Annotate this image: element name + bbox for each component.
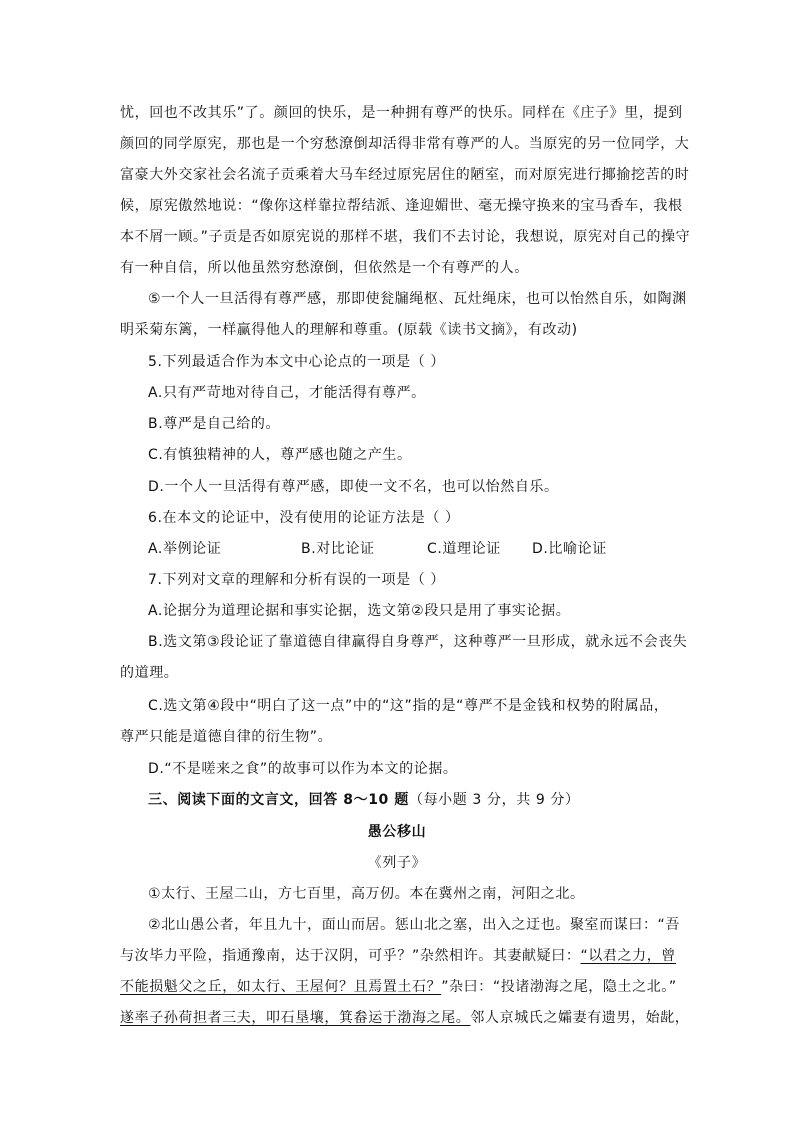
question-7-option-b-cont: 的道理。 (120, 665, 179, 681)
classical-paragraph-2-line (120, 1008, 690, 1028)
question-7-option-c: C.选文第④段中“明白了这一点”中的“这”指的是“尊严不是金钱和权势的附属品， (148, 698, 669, 714)
passage-line: 忧，回也不改其乐”了。颜回的快乐，是一种拥有尊严的快乐。同样在《庄子》里，提到 (120, 105, 683, 121)
underlined-text: 不能损魁父之丘，如太行、王屋何？且焉置土石？ (120, 979, 442, 995)
passage-paragraph-5-line: 明采菊东篱，一样赢得他人的理解和尊重。(原载《读书文摘》，有改动) (120, 322, 578, 338)
classical-paragraph-1: ①太行、王屋二山，方七百里，高万仞。本在冀州之南，河阳之北。 (148, 886, 585, 902)
section-3-heading (148, 790, 708, 810)
question-6-stem: 6.在本文的论证中，没有使用的论证方法是（ ） (148, 510, 460, 526)
question-6-option-b: B.对比论证 (301, 541, 375, 557)
passage-line: 本不屑一顾。”子贡是否如原宪说的那样不堪，我们不去讨论，我想说，原宪对自己的操守 (120, 229, 691, 245)
question-7-option-c-cont: 尊严只能是道德自律的衍生物”。 (120, 729, 333, 745)
question-7-option-b: B.选文第③段论证了靠道德自律赢得自身尊严，这种尊严一旦形成，就永远不会丧失 (148, 634, 688, 650)
plain-text: 邻人京城氏之孀妻有遗男，始龀， (470, 1010, 690, 1026)
passage-line: 颜回的同学原宪，那也是一个穷愁潦倒却活得非常有尊严的人。当原宪的另一位同学，大 (120, 136, 690, 152)
question-7-option-a: A.论据分为道理论据和事实论据，选文第②段只是用了事实论据。 (148, 603, 571, 619)
question-5-option-a: A.只有严苛地对待自己，才能活得有尊严。 (148, 385, 426, 401)
plain-text: 与汝毕力平险，指通豫南，达于汉阴，可乎？”杂然相许。其妻献疑曰： (120, 948, 581, 964)
section-3-score-note: （每小题 3 分，共 9 分） (408, 792, 580, 808)
passage-line: 富豪大外交家社会名流子贡乘着大马车经过原宪居住的陋室，而对原宪进行揶揄挖苦的时 (120, 167, 690, 183)
section-3-heading-text: 三、阅读下面的文言文，回答 8～10 题 (148, 792, 409, 808)
question-7-stem: 7.下列对文章的理解和分析有误的一项是（ ） (148, 572, 446, 588)
classical-paragraph-2-line (120, 977, 680, 997)
question-5-option-c: C.有慎独精神的人，尊严感也随之产生。 (148, 447, 412, 463)
classical-paragraph-2-line (120, 946, 680, 966)
question-6-option-a: A.举例论证 (148, 541, 222, 557)
question-5-option-d: D.一个人一旦活得有尊严感，即使一文不名，也可以怡然自乐。 (148, 479, 559, 495)
text-author: 《列子》 (367, 855, 427, 871)
question-7-option-d: D.“不是嗟来之食”的故事可以作为本文的论据。 (148, 761, 458, 777)
question-6-option-c: C.道理论证 (427, 541, 501, 557)
question-5-option-b: B.尊严是自己给的。 (148, 416, 281, 432)
underlined-text: 遂率子孙荷担者三夫，叩石垦壤，箕畚运于渤海之尾。 (120, 1010, 471, 1026)
question-6-option-d: D.比喻论证 (532, 541, 607, 557)
question-5-stem: 5.下列最适合作为本文中心论点的一项是（ ） (148, 354, 446, 370)
underlined-text: “以君之力，曾 (580, 948, 676, 964)
passage-line: 候，原宪傲然地说：“像你这样靠拉帮结派、逢迎媚世、毫无操守换来的宝马香车，我根 (120, 198, 683, 214)
passage-line: 有一种自信，所以他虽然穷愁潦倒，但依然是一个有尊严的人。 (120, 260, 529, 276)
text-title: 愚公移山 (367, 824, 427, 840)
classical-paragraph-2-line: ②北山愚公者，年且九十，面山而居。惩山北之塞，出入之迂也。聚室而谋曰：“吾 (148, 917, 681, 933)
passage-paragraph-5-line: ⑤一个人一旦活得有尊严感，那即使瓮牖绳枢、瓦灶绳床，也可以怡然自乐，如陶渊 (148, 291, 687, 307)
plain-text: ”杂曰：“投诸渤海之尾，隐土之北。” (441, 979, 677, 995)
